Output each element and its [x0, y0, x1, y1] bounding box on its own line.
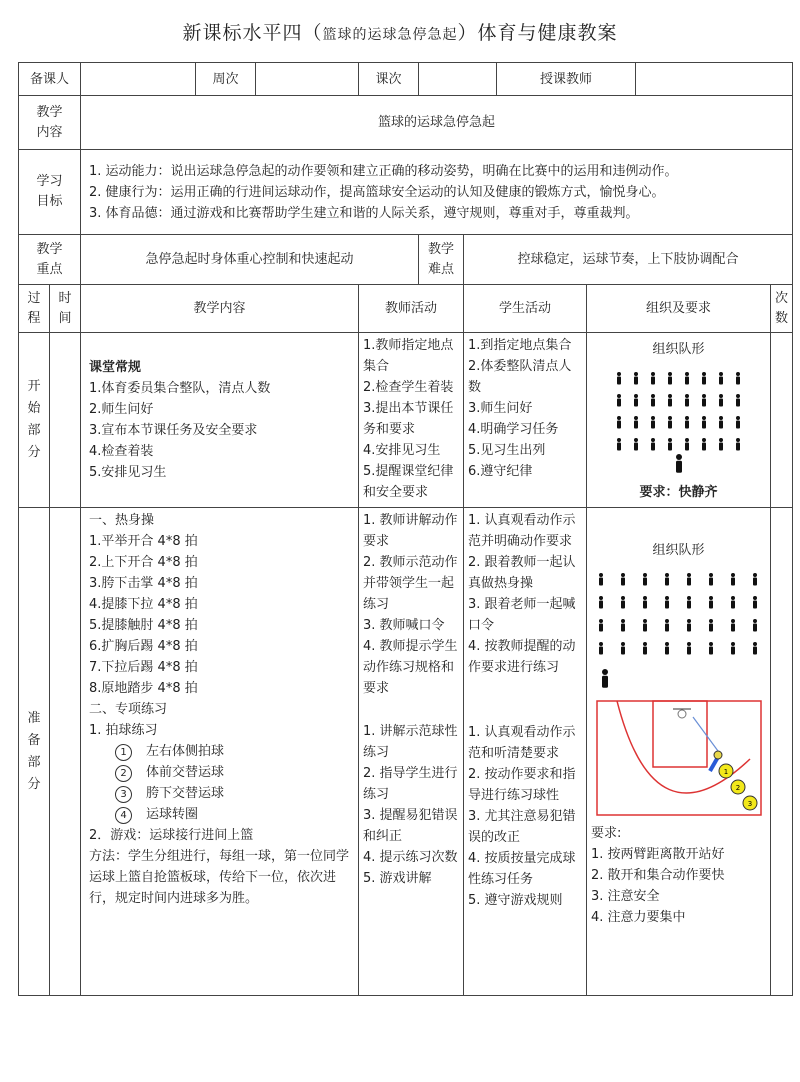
prep-req-title: 要求:: [591, 826, 622, 841]
queue-player-1: [719, 764, 733, 778]
list-item: 5.提膝触肘 4*8 拍: [89, 618, 198, 633]
student-figure: [719, 416, 723, 429]
ball: [714, 751, 722, 759]
col-time: 时 间: [50, 285, 81, 333]
list-item: 3. 提醒易犯错误和纠正: [363, 808, 458, 844]
student-figure: [731, 642, 735, 655]
prep-req-list: [591, 844, 766, 928]
list-item: 1 左右体侧拍球: [89, 741, 354, 762]
student-figure: [719, 372, 723, 385]
prep-count: [771, 508, 793, 996]
teacher-figure: [676, 454, 682, 473]
student-figure: [702, 416, 706, 429]
week-value[interactable]: [256, 63, 359, 96]
start-teacher: [359, 333, 464, 508]
list-item: 5. 遵守游戏规则: [468, 893, 563, 908]
difficulty-value: 控球稳定，运球节奏，上下肢协调配合: [464, 235, 793, 285]
student-figure: [709, 619, 713, 632]
start-org: [587, 333, 771, 508]
student-figure: [753, 573, 757, 586]
student-figure: [731, 619, 735, 632]
list-item: 6.扩胸后踢 4*8 拍: [89, 639, 198, 654]
prep-phase-label: 准 备 部 分: [19, 508, 50, 996]
goals-list: [81, 150, 793, 235]
formation-title: 组织队形: [652, 342, 705, 357]
student-figure: [621, 619, 625, 632]
list-item: 2. 教师示范动作并带领学生一起练习: [363, 555, 458, 612]
list-item: 4.安排见习生: [363, 443, 441, 458]
goals-row: [19, 150, 793, 235]
student-figure: [736, 394, 740, 407]
list-item: 5.见习生出列: [468, 443, 546, 458]
list-item: 3. 注意安全: [591, 889, 660, 904]
student-figure: [599, 573, 603, 586]
goals-label: 学习 目标: [19, 150, 81, 235]
court-diagram: [595, 699, 763, 817]
start-section-row: [19, 333, 793, 508]
run-path-arrow: [693, 717, 718, 751]
list-item: 4.提膝下拉 4*8 拍: [89, 597, 198, 612]
start-student: [464, 333, 587, 508]
student-figure: [634, 438, 638, 451]
key-point-label: 教学 重点: [19, 235, 81, 285]
student-figure: [687, 642, 691, 655]
student-figure: [599, 619, 603, 632]
student-figure: [651, 438, 655, 451]
student-figure: [634, 372, 638, 385]
prep-student: [464, 508, 587, 996]
list-item: 6.遵守纪律: [468, 464, 533, 479]
list-item: 2. 按动作要求和指导进行练习球性: [468, 767, 576, 803]
difficulty-label: 教学 难点: [419, 235, 464, 285]
formation-diagram-start: [591, 366, 767, 474]
list-item: 2.师生问好: [89, 402, 154, 417]
warmup-title: 一、热身操: [89, 513, 155, 528]
student-figure: [617, 438, 621, 451]
list-item: 8.原地踏步 4*8 拍: [89, 681, 198, 696]
preparer-value[interactable]: [81, 63, 196, 96]
list-item: 2 体前交替运球: [89, 762, 354, 783]
student-figure: [709, 642, 713, 655]
info-row: [19, 63, 793, 96]
game-title: 2．游戏：运球接行进间上篮: [89, 828, 254, 843]
list-item: 2.体委整队清点人数: [468, 359, 572, 395]
student-figure: [709, 596, 713, 609]
list-item: 4. 提示练习次数: [363, 850, 458, 865]
week-label: 周次: [196, 63, 256, 96]
goal-item: 3. 体育品德：通过游戏和比赛帮助学生建立和谐的人际关系，遵守规则，尊重对手，尊重裁判。: [89, 205, 639, 221]
start-requirement: 要求：快静齐: [639, 485, 718, 500]
list-item: 2. 指导学生进行练习: [363, 766, 458, 802]
student-figure: [599, 596, 603, 609]
list-item: 2. 散开和集合动作要快: [591, 868, 725, 883]
student-figure: [668, 438, 672, 451]
start-count: [771, 333, 793, 508]
formation-diagram-prep: [591, 567, 767, 693]
student-figure: [617, 372, 621, 385]
list-item: 3 胯下交替运球: [89, 783, 354, 804]
preparer-label: 备课人: [19, 63, 81, 96]
student-figure: [665, 573, 669, 586]
list-item: 5.安排见习生: [89, 465, 167, 480]
student-figure: [702, 394, 706, 407]
list-item: 1.体育委员集合整队，清点人数: [89, 381, 271, 396]
student-figure: [731, 573, 735, 586]
student-figure: [687, 596, 691, 609]
page-title: 新课标水平四（篮球的运球急停急起）体育与健康教案: [182, 22, 618, 44]
student-figure: [665, 642, 669, 655]
student-figure: [685, 394, 689, 407]
student-figure: [736, 416, 740, 429]
student-figure: [621, 642, 625, 655]
student-figure: [621, 596, 625, 609]
list-item: 1. 认真观看动作示范并明确动作要求: [468, 513, 576, 549]
student-figure: [651, 416, 655, 429]
list-item: 3.宣布本节课任务及安全要求: [89, 423, 258, 438]
student-figure: [702, 372, 706, 385]
student-figure: [643, 619, 647, 632]
col-teacher: 教师活动: [359, 285, 464, 333]
student-figure: [753, 619, 757, 632]
prep-time: [50, 508, 81, 996]
teacher-label: 授课教师: [497, 63, 636, 96]
student-figure: [599, 642, 603, 655]
list-item: 1. 教师讲解动作要求: [363, 513, 458, 549]
routine-title: 课堂常规: [89, 360, 142, 375]
student-figure: [736, 372, 740, 385]
list-item: 7.下拉后踢 4*8 拍: [89, 660, 198, 675]
list-item: 1. 认真观看动作示范和听清楚要求: [468, 725, 576, 761]
student-figure: [685, 372, 689, 385]
list-item: 3. 尤其注意易犯错误的改正: [468, 809, 576, 845]
student-figure: [668, 372, 672, 385]
queue-player-3: [743, 796, 757, 810]
student-figure: [621, 573, 625, 586]
list-item: 4.明确学习任务: [468, 422, 559, 437]
column-header-row: [19, 285, 793, 333]
student-figure: [719, 438, 723, 451]
student-figure: [687, 573, 691, 586]
focus-row: [19, 235, 793, 285]
student-figure: [753, 642, 757, 655]
student-figure: [685, 416, 689, 429]
col-student: 学生活动: [464, 285, 587, 333]
formation-title: 组织队形: [652, 543, 705, 558]
key-point-value: 急停急起时身体重心控制和快速起动: [81, 235, 419, 285]
start-phase-label: 开 始 部 分: [19, 333, 50, 508]
student-figure: [668, 394, 672, 407]
teacher-figure: [602, 669, 608, 688]
list-item: 4. 按质按量完成球性练习任务: [468, 851, 576, 887]
goal-item: 2. 健康行为：运用正确的行进间运球动作，提高篮球安全运动的认知及健康的锻炼方式，愉悦身心。: [89, 184, 665, 200]
prep-content: [81, 508, 359, 996]
content-value: 篮球的运球急停急起: [81, 96, 793, 150]
col-content: 教学内容: [81, 285, 359, 333]
student-figure: [709, 573, 713, 586]
student-figure: [753, 596, 757, 609]
dribble-title: 1. 拍球练习: [89, 723, 158, 738]
student-figure: [736, 438, 740, 451]
lesson-plan-table: [18, 62, 793, 996]
list-item: 5. 游戏讲解: [363, 871, 432, 886]
list-item: 1.教师指定地点集合: [363, 338, 454, 374]
student-figure: [643, 596, 647, 609]
student-figure: [719, 394, 723, 407]
list-item: 1.到指定地点集合: [468, 338, 572, 353]
queue-label: 3: [747, 800, 752, 808]
student-figure: [685, 438, 689, 451]
goal-item: 1. 运动能力：说出运球急停急起的动作要领和建立正确的移动姿势，明确在比赛中的运用和违例动作。: [89, 163, 678, 179]
col-count: 次 数: [771, 285, 793, 333]
queue-label: 1: [723, 768, 728, 776]
teacher-value[interactable]: [636, 63, 793, 96]
student-figure: [617, 394, 621, 407]
list-item: 3. 教师喊口令: [363, 618, 445, 633]
student-figure: [643, 573, 647, 586]
lesson-label: 课次: [359, 63, 419, 96]
list-item: 2.上下开合 4*8 拍: [89, 555, 198, 570]
col-org: 组织及要求: [587, 285, 771, 333]
content-label: 教学 内容: [19, 96, 81, 150]
queue-label: 2: [735, 784, 740, 792]
student-figure: [702, 438, 706, 451]
list-item: 3. 跟着老师一起喊口令: [468, 597, 576, 633]
list-item: 1. 按两臂距离散开站好: [591, 847, 725, 862]
student-figure: [651, 372, 655, 385]
col-process: 过 程: [19, 285, 50, 333]
list-item: 1.平举开合 4*8 拍: [89, 534, 198, 549]
student-figure: [668, 416, 672, 429]
student-figure: [651, 394, 655, 407]
student-figure: [634, 394, 638, 407]
list-item: 3.师生问好: [468, 401, 533, 416]
three-point-line: [617, 701, 750, 793]
prep-org: [587, 508, 771, 996]
list-item: 4. 教师提示学生动作练习规格和要求: [363, 639, 458, 696]
list-item: 4. 注意力要集中: [591, 910, 686, 925]
list-item: 3.提出本节课任务和要求: [363, 401, 454, 437]
list-item: 4. 按教师提醒的动作要求进行练习: [468, 639, 576, 675]
prep-section-row: [19, 508, 793, 996]
content-row: [19, 96, 793, 150]
student-figure: [665, 619, 669, 632]
list-item: 5.提醒课堂纪律和安全要求: [363, 464, 454, 500]
student-figure: [665, 596, 669, 609]
list-item: 2. 跟着教师一起认真做热身操: [468, 555, 576, 591]
list-item: 4 运球转圈: [89, 804, 354, 825]
start-time: [50, 333, 81, 508]
prep-teacher: [359, 508, 464, 996]
list-item: 1. 讲解示范球性练习: [363, 724, 458, 760]
start-content: [81, 333, 359, 508]
student-figure: [634, 416, 638, 429]
basket-hoop: [678, 710, 686, 718]
list-item: 2.检查学生着装: [363, 380, 454, 395]
student-figure: [643, 642, 647, 655]
student-figure: [617, 416, 621, 429]
game-method: 方法：学生分组进行，每组一球，第一位同学运球上篮自抢篮板球，传给下一位，依次进行，规定时间内进球多为胜。: [89, 849, 350, 906]
list-item: 4.检查着装: [89, 444, 154, 459]
special-title: 二、专项练习: [89, 702, 168, 717]
student-figure: [687, 619, 691, 632]
student-figure: [731, 596, 735, 609]
lesson-value[interactable]: [419, 63, 497, 96]
list-item: 3.胯下击掌 4*8 拍: [89, 576, 198, 591]
queue-player-2: [731, 780, 745, 794]
